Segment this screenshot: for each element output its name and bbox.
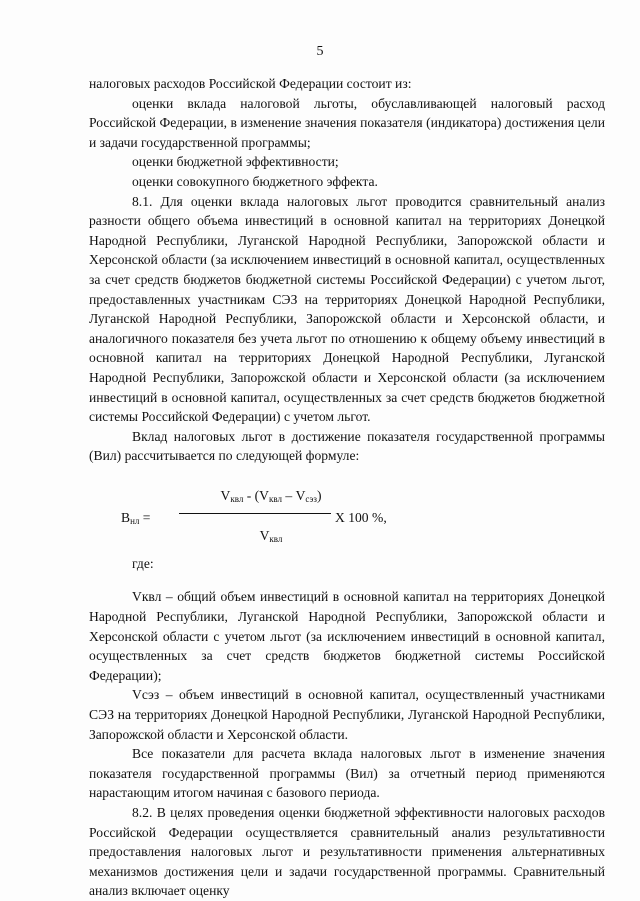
paragraph: налоговых расходов Российской Федерации состоит из: [89,76,412,91]
formula-rhs: Х 100 %, [335,509,387,525]
paragraph: оценки вклада налоговой льготы, обуславливающей налоговый расход Российской Федерации, в изменение значения показателя (индикатора) достижения цели и задачи государственной программы; [89,95,605,150]
document-body [89,74,605,901]
paragraph: Вклад налоговых льгот в достижение показателя государственной программы (Вил) рассчитывается по следующей формуле: [89,428,605,464]
paragraph: Vсэз – объем инвестиций в основной капитал, осуществленный участниками СЭЗ на территориях Донецкой Народной Республики, Луганской Народной Республики, Запорожской области и Херсонской области. [89,687,605,742]
formula-lhs: $В_{нл}$ = [121,509,151,526]
paragraph: Все показатели для расчета вклада налоговых льгот в изменение значения показателя государственной программы (Вил) за отчетный период применяются нарастающим итогом начиная с базового периода. [89,746,605,801]
formula-numerator: $V_{квл} - (V_{квл} - V_{сэз})$ [220,487,322,504]
page-number: 5 [316,44,324,59]
paragraph: Vквл – общий объем инвестиций в основной капитал на территориях Донецкой Народной Республики, Луганской Народной Республики, Запорожской области и Херсонской области с учетом льгот (за исключением инвестиций в основной капитал, осуществленных за счет средств бюджетов бюджетной системы Российской Федерации); [89,589,605,683]
paragraph: оценки бюджетной эффективности; [132,154,339,170]
fraction-bar [179,513,331,514]
formula [89,486,605,548]
paragraph: оценки совокупного бюджетного эффекта. [132,173,378,189]
formula-denominator: $V_{квл}$ [259,527,283,544]
paragraph: 8.1. Для оценки вклада налоговых льгот проводится сравнительный анализ разности общего объема инвестиций в основной капитал на территориях Донецкой Народной Республики, Луганской Народной Республики, Запорожской области и Херсонской области (за исключением инвестиций в основной капитал, осуществленных за счет средств бюджетов бюджетной системы Российской Федерации) с учетом льгот, предоставленных участникам СЭЗ на территориях Донецкой Народной Республики, Луганской Народной Республики, Запорожской области и Херсонской области, и аналогичного показателя без учета льгот по отношению к общему объему инвестиций в основной капитал на территориях Донецкой Народной Республики, Луганской Народной Республики, Запорожской области и Херсонской области (за исключением инвестиций в основной капитал, осуществленных за счет средств бюджетов бюджетной системы Российской Федерации) с учетом льгот. [89,193,605,425]
paragraph: 8.2. В целях проведения оценки бюджетной эффективности налоговых расходов Российской Федерации осуществляется сравнительный анализ результативности предоставления налоговых льгот и результативности применения альтернативных механизмов достижения цели и задачи государственной программы. Сравнительный анализ включает оценку [89,805,605,899]
where-label: где: [132,555,154,571]
